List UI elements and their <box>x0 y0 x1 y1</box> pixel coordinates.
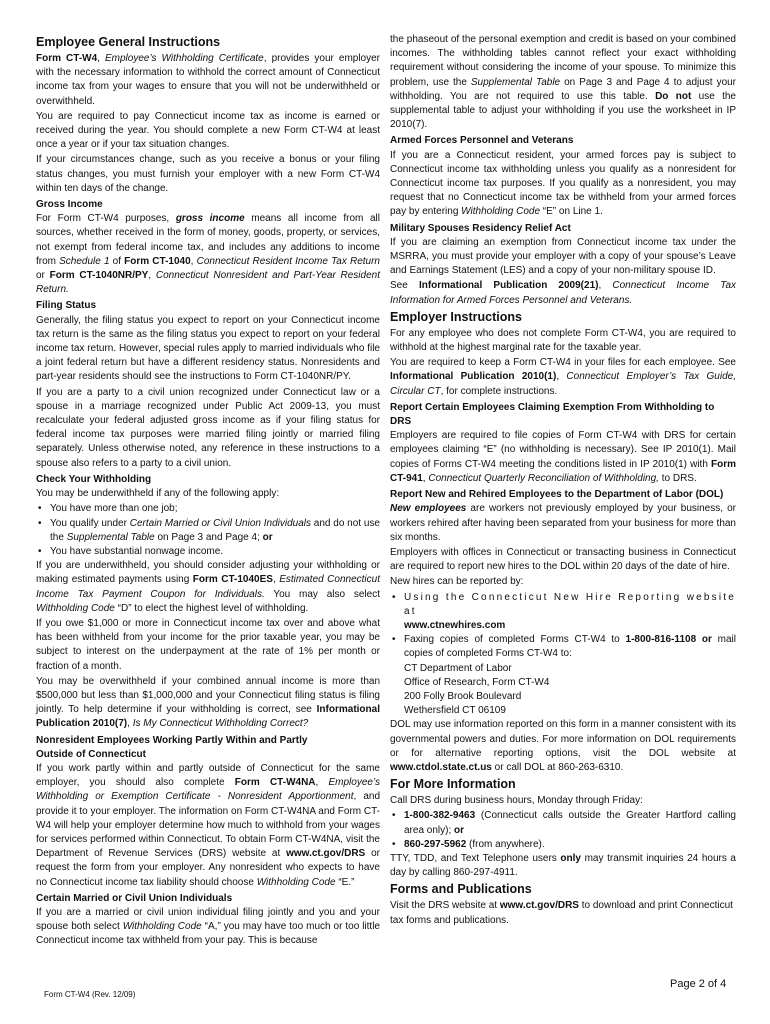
nonresident-heading: Nonresident Employees Working Partly Within and Partly Outside of Connecticut <box>36 734 308 760</box>
filing-status-heading: Filing Status <box>36 300 96 312</box>
paragraph-form-ct-w4: Form CT-W4, Employee’s Withholding Certificate, provides your employer with the necessary information to withhold the correct amount of Connecticut income tax from your wages to ensure that you will not be underwithheld or overwithheld. <box>36 53 381 107</box>
paragraph-married: If you are a married or civil union individual filing jointly and you and your spouse both select Withholding Code “A,” you may have too much or too little Connecticut income tax withheld from your pay. This is because <box>36 906 380 947</box>
gross-income-heading: Gross Income <box>36 199 103 211</box>
paragraph-armed-forces: If you are a Connecticut resident, your armed forces pay is subject to Connecticut income tax withholding unless you qualify as a nonresident for Connecticut income tax purposes. If you qualify as a nonresident, you may request that no Connecticut income tax be withheld from your armed forces pay by entering Withholding Code “E” on Line 1. <box>390 149 736 218</box>
list-item: • Faxing copies of completed Forms CT-W4 to 1-800-816-1108 or mail copies of completed Forms CT-W4 to: <box>390 633 736 661</box>
paragraph-circumstances: If your circumstances change, such as you receive a bonus or your filing status changes, you must furnish your employer with a new Form CT-W4 within ten days of the change. <box>36 154 380 194</box>
reporting-options-list <box>390 591 736 662</box>
list-item: • You qualify under Certain Married or Civil Union Individuals and do not use the Supplemental Table on Page 3 and Page 4; or <box>36 517 380 545</box>
list-item: • You have more than one job; <box>36 502 380 516</box>
paragraph-required-to-pay: You are required to pay Connecticut income tax as income is earned or received during the year. You should complete a new Form CT-W4 at least once a year or if your tax situation changes. <box>36 110 380 151</box>
paragraph-forms: Visit the DRS website at www.ct.gov/DRS to download and print Connecticut tax forms and publications. <box>390 900 733 926</box>
paragraph-keep-form: You are required to keep a Form CT-W4 in your files for each employee. See Informational Publication 2010(1), Connecticut Employer’s Tax Guide, Circular CT, for complete instructions. <box>390 357 736 397</box>
married-heading: Certain Married or Civil Union Individuals <box>36 892 233 904</box>
underwithheld-list <box>36 502 380 559</box>
paragraph-call-drs: Call DRS during business hours, Monday through Friday: <box>390 795 643 807</box>
new-hire-website-link[interactable]: www.ctnewhires.com <box>404 619 506 631</box>
paragraph-dol-info: DOL may use information reported on this form in a manner consistent with its governmental powers and duties. For more information on DOL requirements or for alternative reporting options, visit the DOL website at www.ctdol.state.ct.us or call DOL at 860-263-6310. <box>390 719 736 773</box>
right-column <box>390 33 736 929</box>
paragraph-military-spouses: If you are claiming an exemption from Connecticut income tax under the MSRRA, you must provide your employer with a copy of your spouse’s Leave and Earnings Statement (LES) and a copy of your non-military spouse ID. <box>390 236 736 277</box>
phone-list <box>390 809 736 852</box>
armed-forces-heading: Armed Forces Personnel and Veterans <box>390 135 574 147</box>
dol-website-link[interactable]: www.ctdol.state.ct.us <box>390 761 492 773</box>
paragraph-offices: Employers with offices in Connecticut or transacting business in Connecticut are required to report new hires to the DOL within 20 days of the date of hire. <box>390 546 736 573</box>
list-item: • You have substantial nonwage income. <box>36 545 380 559</box>
paragraph-new-employees: New employees are workers not previously employed by your business, or workers rehired after having been separated from your business for more than six months. <box>390 503 736 543</box>
paragraph-see-publication: See Informational Publication 2009(21), Connecticut Income Tax Information for Armed Forces Personnel and Veterans. <box>390 280 737 306</box>
paragraph-overwithheld: You may be overwithheld if your combined annual income is more than $500,000 but less than $1,000,000 and your Connecticut filing status is filing jointly. To help determine if your withholding is correct, see Informational Publication 2010(7), Is My Connecticut Withholding Correct? <box>36 675 380 730</box>
paragraph-phaseout: the phaseout of the personal exemption and credit is based on your combined incomes. The withholding tables cannot reflect your exact withholding requirement without considering the income of your spouse. To minimize this problem, use the Supplemental Table on Page 3 and Page 4 to adjust your withholding. You are not required to use this table. Do not use the supplemental table to adjust your withholding if you use the worksheet in IP 2010(7). <box>390 34 737 131</box>
paragraph-reported-by: New hires can be reported by: <box>390 576 524 588</box>
list-item: • 1-800-382-9463 (Connecticut calls outside the Greater Hartford calling area only); or <box>390 809 736 837</box>
report-exemption-heading: Report Certain Employees Claiming Exemption From Withholding to DRS <box>390 401 715 428</box>
paragraph-highest-rate: For any employee who does not complete Form CT-W4, you are required to withhold at the highest marginal rate for the taxable year. <box>390 327 736 354</box>
check-withholding-heading: Check Your Withholding <box>36 473 152 485</box>
paragraph-filing-status: Generally, the filing status you expect to report on your Connecticut income tax return is the same as the filing status you expect to report on your federal income tax return. However, special rules apply to married individuals who file a joint federal return but have a different residency status. Nonresidents and part-year residents should see the instructions to Form CT-1040NR/PY. <box>36 314 380 383</box>
paragraph-civil-union: If you are a party to a civil union recognized under Connecticut law or a spouse in a marriage recognized under Public Act 2009-13, you must recalculate your federal adjusted gross income as if your filing status for federal income tax purposes were married filing jointly or married filing separately. Unless otherwise noted, any reference in these instructions to a spouse also refers to a party to a civil union. <box>36 386 380 469</box>
paragraph-tty: TTY, TDD, and Text Telephone users only may transmit inquiries 24 hours a day by calling 860-297-4911. <box>390 852 736 879</box>
paragraph-gross-income: For Form CT-W4 purposes, gross income means all income from all sources, whether received in the form of money, goods, property, or services, not exempt from federal income tax, and includes any additions to income from Schedule 1 of Form CT-1040, Connecticut Resident Income Tax Return or Form CT-1040NR/PY, Connecticut Nonresident and Part-Year Resident Return. <box>36 213 380 296</box>
military-spouses-heading: Military Spouses Residency Relief Act <box>390 222 571 234</box>
left-column <box>36 33 380 950</box>
paragraph-nonresident: If you work partly within and partly outside of Connecticut for the same employer, you should also complete Form CT-W4NA, Employee’s Withholding or Exemption Certificate - Nonresident Apportionment, and provide it to your employer. The information on Form CT-W4NA and Form CT-W4 will help your employer determine how much to withhold from your wages for services performed within Connecticut. To obtain Form CT-W4NA, visit the Department of Revenue Services (DRS) website at www.ct.gov/DRS or request the form from your employer. Any nonresident who expects to have no Connecticut income tax liability should choose Withholding Code “E.” <box>36 762 381 888</box>
paragraph-report-exemption: Employers are required to file copies of Form CT-W4 with DRS for certain employees claiming “E” (no withholding is necessary). See IP 2010(1). Mail copies of Forms CT-W4 meeting the conditions listed in IP 2010(1) with Form CT-941, Connecticut Quarterly Reconciliation of Withholding, to DRS. <box>390 430 736 484</box>
page-number: Page 2 of 4 <box>670 978 727 990</box>
forms-publications-heading: Forms and Publications <box>390 882 532 897</box>
employer-instructions-heading: Employer Instructions <box>390 309 522 324</box>
mailing-address: CT Department of Labor Office of Research, Form CT-W4 200 Folly Brook Boulevard Wethersfield CT 06109 <box>404 662 550 717</box>
new-hire-heading: Report New and Rehired Employees to the Department of Labor (DOL) <box>390 489 724 501</box>
paragraph-underwithheld-intro: You may be underwithheld if any of the following apply: <box>36 488 280 500</box>
list-item: • 860-297-5962 (from anywhere). <box>390 838 736 852</box>
employee-instructions-heading: Employee General Instructions <box>36 35 221 49</box>
more-information-heading: For More Information <box>390 777 516 792</box>
list-item: • Using the Connecticut New Hire Reporting website at www.ctnewhires.com <box>390 591 736 634</box>
paragraph-if-underwithheld: If you are underwithheld, you should consider adjusting your withholding or making estimated payments using Form CT-1040ES, Estimated Connecticut Income Tax Payment Coupon for Individuals. You may also select Withholding Code “D” to elect the highest level of withholding. <box>36 560 380 614</box>
form-revision: Form CT-W4 (Rev. 12/09) <box>44 990 136 999</box>
paragraph-interest: If you owe $1,000 or more in Connecticut income tax over and above what has been withheld from your income for the prior taxable year, you may be subject to interest on the underpayment at the rate of 1% per month or fraction of a month. <box>36 617 380 672</box>
drs-website-link[interactable]: www.ct.gov/DRS <box>499 900 579 912</box>
